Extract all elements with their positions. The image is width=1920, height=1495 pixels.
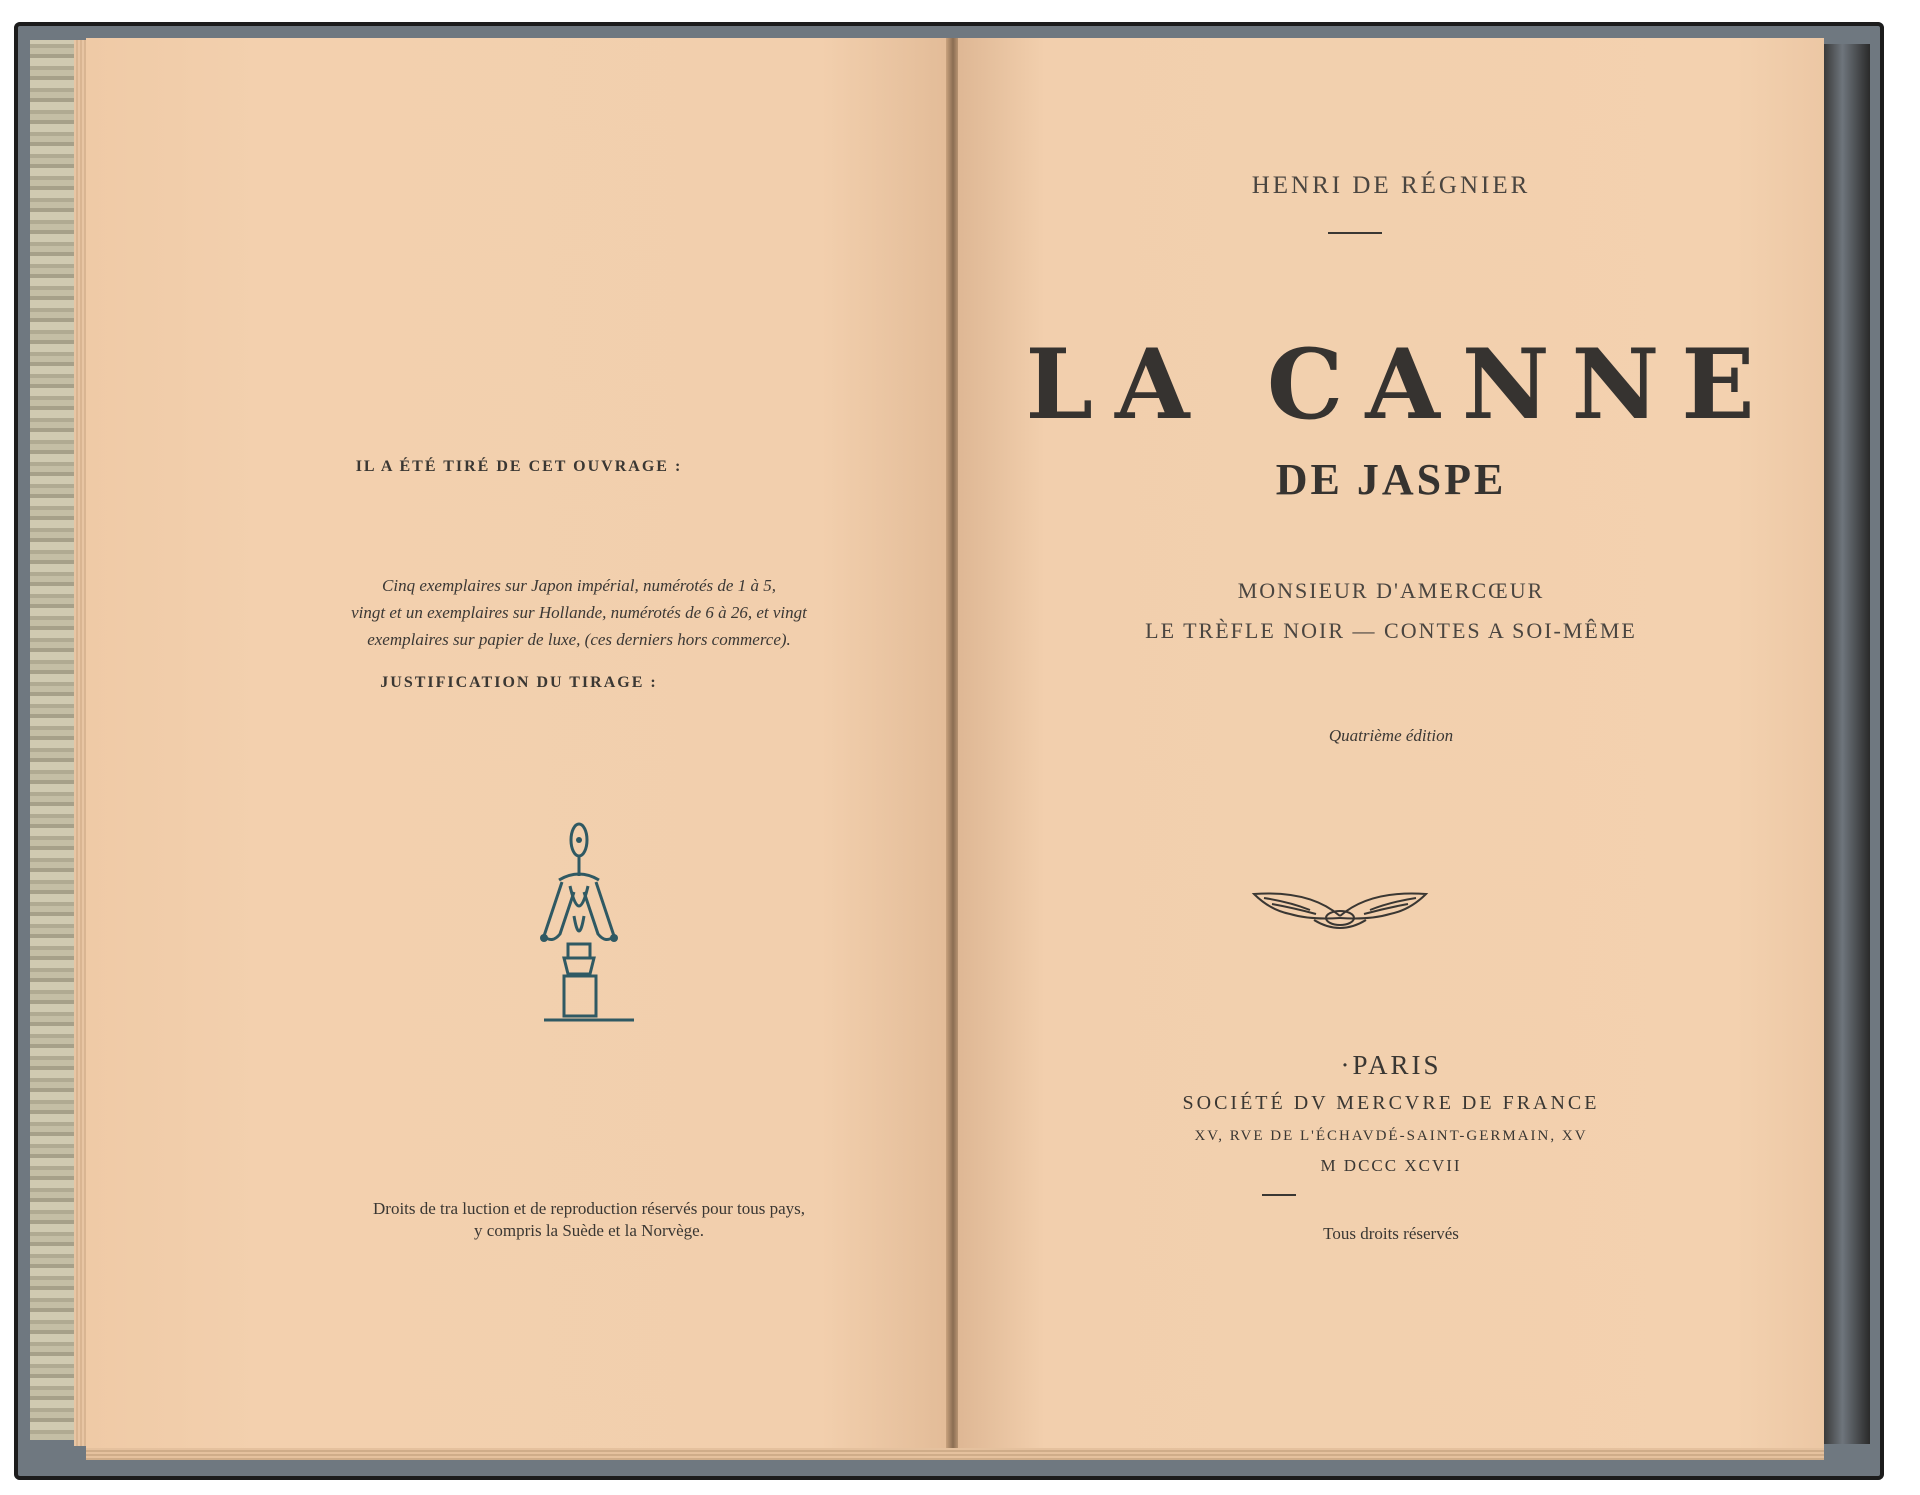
tirage-statement (226, 572, 932, 653)
rights-notice (266, 1198, 912, 1242)
cover-edge-right (1824, 44, 1870, 1444)
edition-note: Quatrième édition (1328, 726, 1454, 745)
publisher-address: XV, RVE DE L'ÉCHAVDÉ-SAINT-GERMAIN, XV (1194, 1128, 1588, 1144)
divider-rule (1262, 1194, 1296, 1196)
contents-line: MONSIEUR D'AMERCŒUR (1237, 578, 1545, 603)
rights-line: y compris la Suède et la Norvège. (474, 1221, 704, 1240)
publication-year: M DCCC XCVII (1320, 1156, 1462, 1175)
rights-reserved: Tous droits réservés (1323, 1224, 1459, 1243)
book-title: LA CANNE (1025, 328, 1777, 441)
tirage-line: vingt et un exemplaires sur Hollande, numérotés de 6 à 26, et vingt (351, 603, 807, 622)
tirage-line: exemplaires sur papier de luxe, (ces derniers hors commerce). (367, 630, 791, 649)
winged-vignette-icon (1250, 880, 1430, 940)
tirage-heading: IL A ÉTÉ TIRÉ DE CET OUVRAGE : (355, 458, 683, 475)
publisher-name: SOCIÉTÉ DV MERCVRE DE FRANCE (1182, 1092, 1600, 1114)
left-page (86, 38, 952, 1448)
patterned-endpaper (30, 40, 74, 1440)
author-name: HENRI DE RÉGNIER (1251, 172, 1531, 199)
book-subtitle: DE JASPE (1275, 455, 1507, 504)
publication-city: ·PARIS (1340, 1050, 1442, 1080)
page-edges-bottom (86, 1448, 1824, 1460)
divider-rule (1328, 232, 1382, 234)
contents-line: LE TRÈFLE NOIR — CONTES A SOI-MÊME (1145, 618, 1637, 643)
justification-heading: JUSTIFICATION DU TIRAGE : (380, 674, 658, 691)
tirage-line: Cinq exemplaires sur Japon impérial, numérotés de 1 à 5, (382, 576, 776, 595)
printers-device-icon (534, 816, 654, 1026)
rights-line: Droits de tra luction et de reproduction réservés pour tous pays, (373, 1199, 805, 1218)
right-page (958, 38, 1824, 1448)
